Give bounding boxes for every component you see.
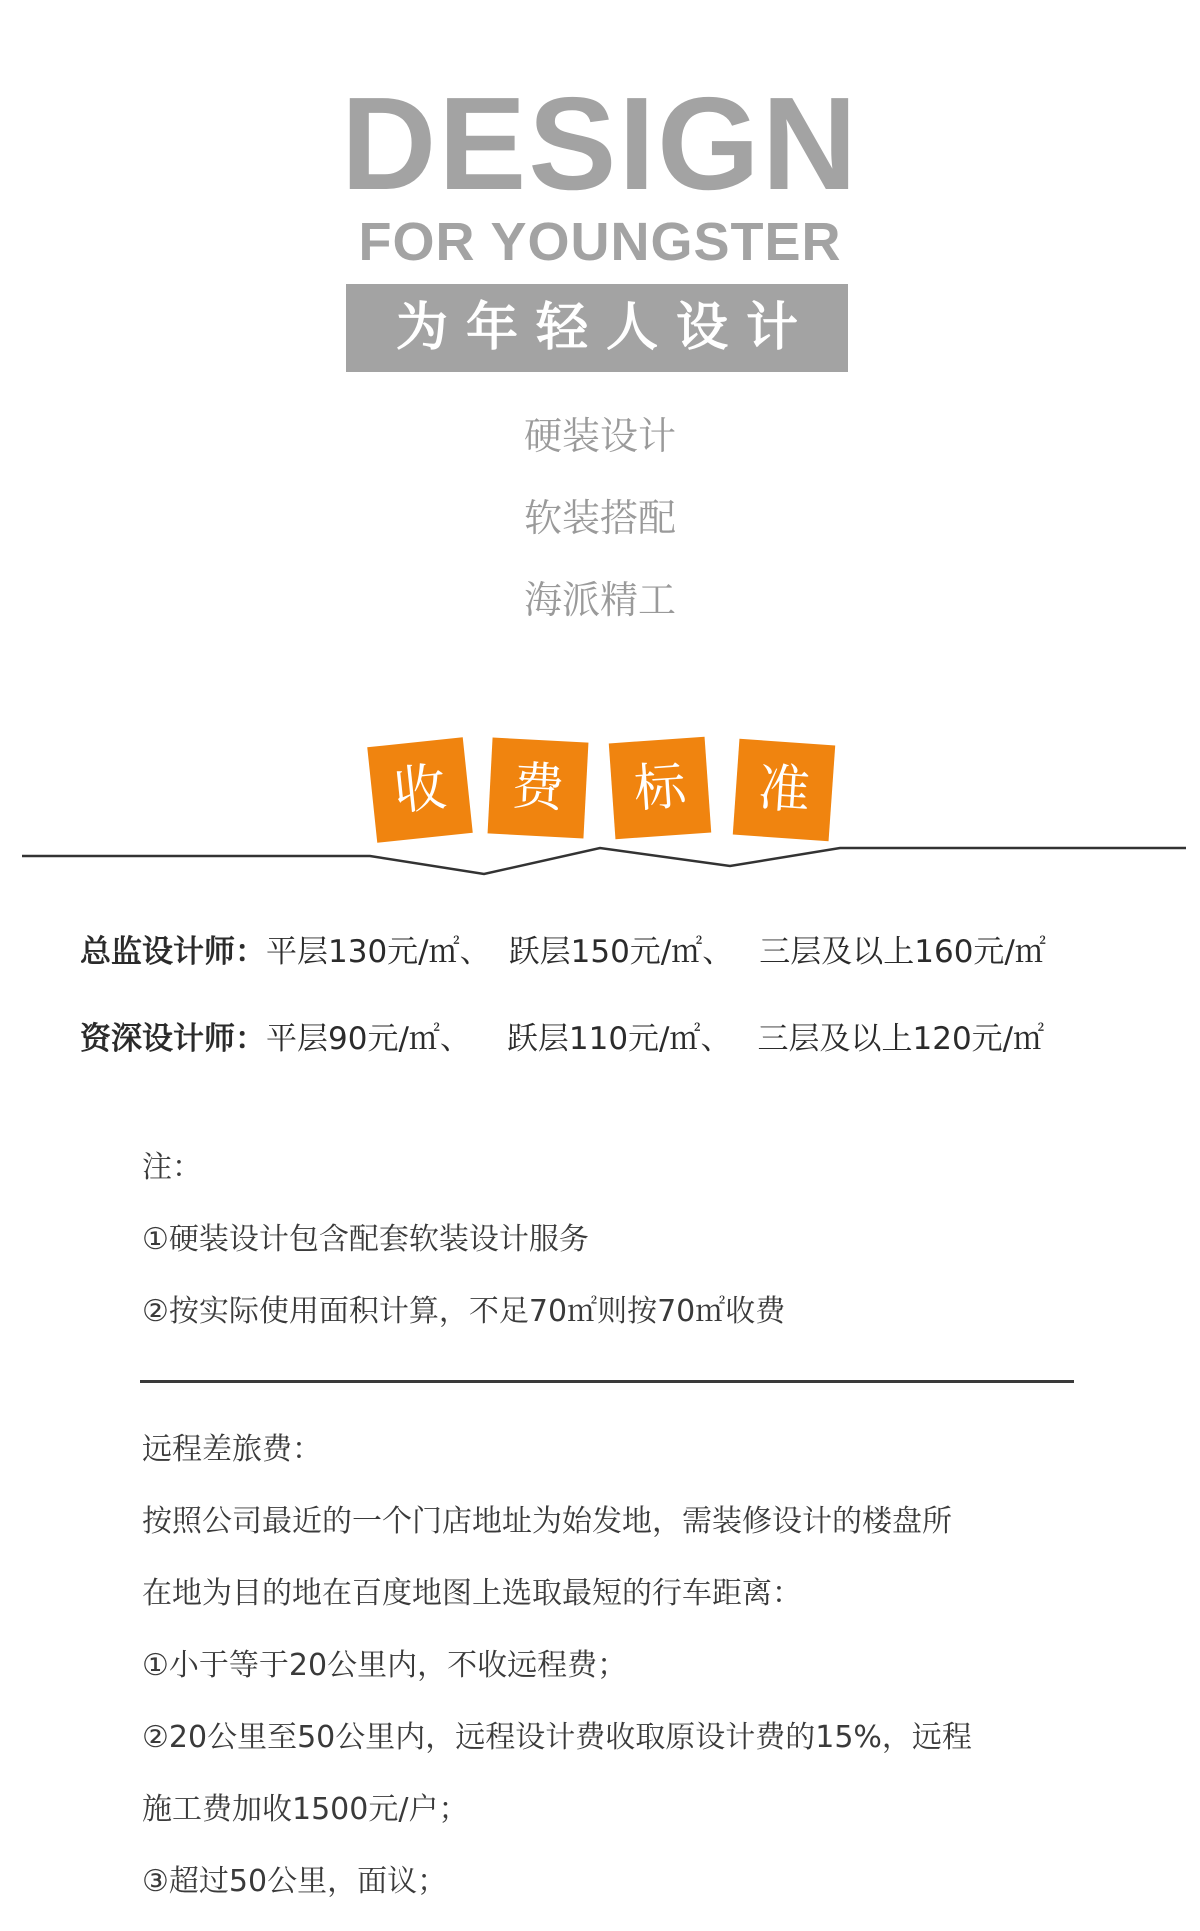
price-row-label: 总监设计师：	[80, 934, 266, 970]
travel-heading: 远程差旅费：	[142, 1432, 322, 1467]
price-row-senior	[80, 1019, 1044, 1059]
hero-subtitle: FOR YOUNGSTER	[358, 212, 842, 272]
feature-hard-design: 硬装设计	[523, 414, 676, 458]
note-item: ①硬装设计包含配套软装设计服务	[142, 1222, 589, 1257]
price-row-director	[80, 932, 1046, 972]
feature-soft-matching: 软装搭配	[523, 496, 676, 540]
note-item: ②按实际使用面积计算，不足70㎡则按70㎡收费	[142, 1294, 786, 1329]
hero-title: DESIGN	[340, 70, 860, 217]
pricing-tile-4: 准	[733, 739, 835, 841]
price-flat: 平层90元/㎡、	[266, 1021, 471, 1057]
travel-line: ③超过50公里，面议；	[142, 1864, 448, 1899]
section-divider	[140, 1380, 1074, 1383]
pricing-tile-2: 费	[488, 738, 589, 839]
price-duplex: 跃层150元/㎡、	[508, 934, 734, 970]
pricing-header-line	[0, 760, 1200, 880]
hero-banner: 为年轻人设计	[346, 284, 848, 372]
travel-line: 施工费加收1500元/户；	[142, 1792, 469, 1827]
price-triple: 三层及以上160元/㎡	[759, 934, 1046, 970]
price-triple: 三层及以上120元/㎡	[757, 1021, 1045, 1057]
price-row-label: 资深设计师：	[80, 1021, 266, 1057]
travel-line: 在地为目的地在百度地图上选取最短的行车距离：	[142, 1576, 802, 1611]
travel-line: 按照公司最近的一个门店地址为始发地，需装修设计的楼盘所	[142, 1504, 952, 1539]
feature-craftsmanship: 海派精工	[523, 578, 676, 622]
travel-line: ①小于等于20公里内，不收远程费；	[142, 1648, 628, 1683]
travel-line: ②20公里至50公里内，远程设计费收取原设计费的15%，远程	[142, 1720, 972, 1755]
pricing-tile-3: 标	[609, 737, 711, 839]
pricing-tile-1: 收	[367, 737, 473, 843]
notes-heading: 注：	[142, 1150, 202, 1185]
price-flat: 平层130元/㎡、	[266, 934, 491, 970]
price-duplex: 跃层110元/㎡、	[506, 1021, 732, 1057]
